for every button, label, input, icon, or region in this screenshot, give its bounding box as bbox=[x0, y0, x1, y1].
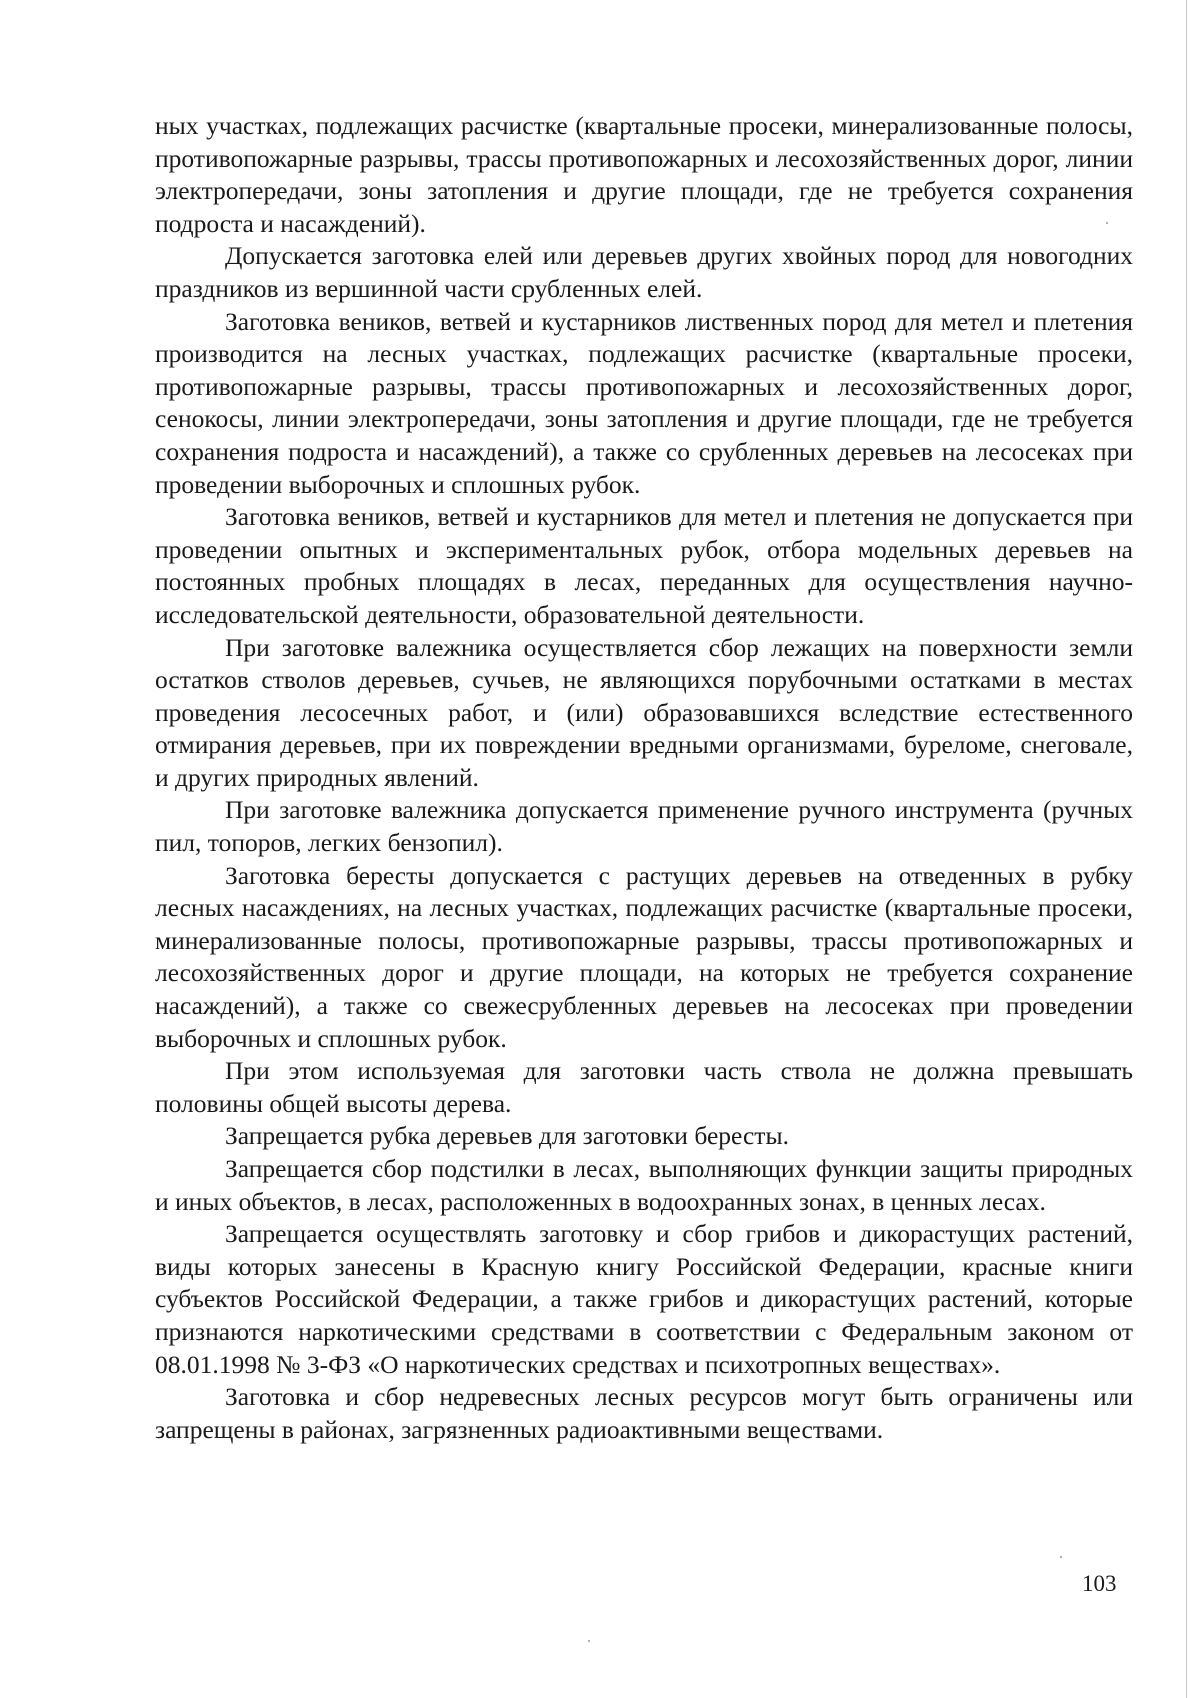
page-number: 103 bbox=[1082, 1571, 1117, 1596]
scan-speck bbox=[1106, 222, 1108, 224]
paragraph-bark-felling-ban: Запрещается рубка деревьев для заготовки бересты. bbox=[225, 1121, 789, 1151]
paragraph-deadwood-tools: При заготовке валежника допускается применение ручного инструмента (ручных пил, топоров, легких бензопил). bbox=[155, 795, 1133, 858]
paragraph-brooms-deciduous: Заготовка веников, ветвей и кустарников лиственных пород для метел и плетения производится на лесных участках, подлежащих расчистке (квартальные просеки, противопожарные разрывы, трассы противопожарных и лесохозяйственных дорог, сенокосы, линии электропередачи, зоны затопления и другие площади, где не требуется сохранения подроста и насаждений), а также со срубленных деревьев на лесосеках при проведении выборочных и сплошных рубок. bbox=[155, 306, 1133, 499]
document-body bbox=[155, 110, 1133, 1446]
paragraph-trunk-limit: При этом используемая для заготовки часть ствола не должна превышать половины общей высоты дерева. bbox=[155, 1056, 1133, 1118]
paragraph-continuation: ных участках, подлежащих расчистке (квартальные просеки, минерализованные полосы, противопожарные разрывы, трассы противопожарных и лесохозяйственных дорог, линии электропередачи, зоны затопления и другие площади, где не требуется сохранения подроста и насаждений). bbox=[155, 111, 1133, 238]
paragraph-litter-ban: Запрещается сбор подстилки в лесах, выполняющих функции защиты природных и иных объектов, в лесах, расположенных в водоохранных зонах, в ценных лесах. bbox=[155, 1154, 1133, 1216]
paragraph-radioactive-zones: Заготовка и сбор недревесных лесных ресурсов могут быть ограничены или запрещены в районах, загрязненных радиоактивными веществами. bbox=[155, 1382, 1133, 1444]
scan-speck bbox=[588, 1640, 590, 1642]
paragraph-fir-trees: Допускается заготовка елей или деревьев других хвойных пород для новогодних праздников из вершинной части срубленных елей. bbox=[155, 241, 1133, 303]
scan-speck bbox=[1060, 1556, 1062, 1558]
paragraph-brooms-restriction: Заготовка веников, ветвей и кустарников для метел и плетения не допускается при проведении опытных и экспериментальных рубок, отбора модельных деревьев на постоянных пробных площадях в лесах, переданных для осуществления научно-исследовательской деятельности, образовательной деятельности. bbox=[155, 502, 1133, 629]
paragraph-red-book: Запрещается осуществлять заготовку и сбор грибов и дикорастущих растений, виды которых занесены в Красную книгу Российской Федерации, красные книги субъектов Российской Федерации, а также грибов и дикорастущих растений, которые признаются наркотическими средствами в соответствии с Федеральным законом от 08.01.1998 № 3-ФЗ «О наркотических средствах и психотропных веществах». bbox=[155, 1219, 1133, 1379]
paragraph-deadwood-collection: При заготовке валежника осуществляется сбор лежащих на поверхности земли остатков стволов деревьев, сучьев, не являющихся порубочными остатками в местах проведения лесосечных работ, и (или) образовавшихся вследствие естественного отмирания деревьев, при их повреждении вредными организмами, буреломе, снеговале, и других природных явлений. bbox=[155, 632, 1133, 792]
paragraph-birch-bark: Заготовка бересты допускается с растущих деревьев на отведенных в рубку лесных насаждениях, на лесных участках, подлежащих расчистке (квартальные просеки, минерализованные полосы, противопожарные разрывы, трассы противопожарных и лесохозяйственных дорог и другие площади, на которых не требуется сохранение насаждений), а также со свежесрубленных деревьев на лесосеках при проведении выборочных и сплошных рубок. bbox=[155, 860, 1133, 1053]
page-edge-line bbox=[1186, 0, 1187, 1698]
